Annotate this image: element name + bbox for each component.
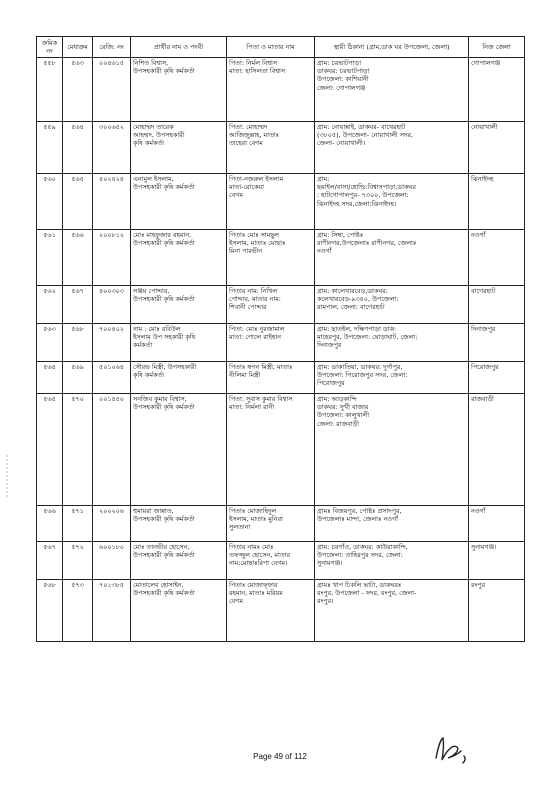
cell-address-line: ঝিনাইদহ সদর,জেলা:ঝিনাইদহ। (317, 199, 397, 208)
cell-parents-line: তাহেরা বেগম (229, 139, 263, 148)
cell-address-line: গ্রাম: চরগাঁও, ডাকঘর: কাউরাকান্দি, (317, 543, 408, 551)
cell-serial: ৫৬১ (37, 230, 63, 286)
cell-address (315, 58, 469, 122)
cell-parents-line: পিতাঃ মোজাহিদুল (229, 507, 277, 515)
cell-address-line: গ্রাম: (317, 175, 330, 183)
cell-parents-line: পিতা: নির্মল বিশ্বাস (229, 59, 278, 67)
cell-serial: ৫৬৮ (37, 580, 63, 642)
cell-name-line: উপসহকারী কৃষি কর্মকর্তা (133, 239, 195, 248)
cell-name-line: নাম : মোঃ রবিউল (133, 325, 181, 333)
cell-merit: ৫৭৩ (63, 580, 93, 642)
cell-district: নওগাঁ (469, 506, 525, 542)
table-header-row (37, 37, 525, 58)
cell-name-line: মোঃ মাহফুজার রহমান, (133, 231, 192, 239)
cell-district: পিরোজপুর (469, 362, 525, 394)
cell-serial: ৫৬০ (37, 174, 63, 230)
cell-district: দিনাজপুর (469, 324, 525, 362)
cell-serial: ৫৬৭ (37, 542, 63, 580)
cell-address-line: গ্রাম: আড়কান্দি (317, 395, 357, 403)
cell-parents (227, 286, 315, 324)
cell-address (315, 324, 469, 362)
cell-district: রাজবাড়ী (469, 394, 525, 506)
cell-merit: ৫৬৮ (63, 324, 93, 362)
cell-merit: ৫৭০ (63, 394, 93, 506)
cell-name-line: মোহাম্মদ তারেক (133, 123, 174, 131)
cell-parents (227, 58, 315, 122)
cell-address (315, 394, 469, 506)
cell-merit: ৫৬৪ (63, 122, 93, 174)
header-merit: মেধাক্রম (63, 37, 93, 58)
cell-district: সুনামগঞ্জ। (469, 542, 525, 580)
cell-address-line: রাণীনগর,উপজেলাঃ রাণীনগর, জেলাঃ (317, 239, 417, 248)
cell-name (131, 122, 227, 174)
cell-district: ঝিনাইদহ (469, 174, 525, 230)
cell-parents (227, 506, 315, 542)
table-body (37, 58, 525, 642)
cell-parents-line: পিতা-নজরুল ইসলাম (229, 175, 284, 183)
cell-address-line: ডাকঘর: সুখী বাজার (317, 403, 369, 412)
cell-address-line: উপজেলা: তাহিরপুর সদর, জেলা: (317, 551, 403, 560)
cell-parents-line: নাম:মোছাঃরিপা বেগম। (229, 559, 288, 568)
cell-parents-line: মাতা: নির্মলা রানী (229, 403, 275, 412)
cell-name-line: উপসহকারী কৃষি কর্মকর্তা (133, 403, 195, 412)
cell-name (131, 542, 227, 580)
cell-district: বাগেরহাট (469, 286, 525, 324)
cell-merit: ৫৬৫ (63, 174, 93, 230)
cell-address-line: জেলা- নোয়াখালী। (317, 139, 366, 148)
cell-address-line: (৩৮০৫), উপজেলা- নোয়াখালী সদর, (317, 131, 413, 140)
cell-name (131, 506, 227, 542)
cell-serial: ৫৫৯ (37, 122, 63, 174)
cell-address (315, 230, 469, 286)
cell-address-line: গ্রামঃ বিজয়পুর, পোষ্টঃ প্রসাদপুর, (317, 507, 402, 515)
cell-parents-line: সুলতানা (229, 523, 251, 532)
cell-name-line: সৌরভ মিস্ত্রী, উপসহকারী (133, 363, 197, 371)
cell-parents (227, 230, 315, 286)
cell-name-line: উপসহকারী কৃষি কর্মকর্তা (133, 515, 195, 524)
header-name: প্রার্থীর নাম ও পদবী (131, 37, 227, 58)
cell-address-line: উপজেলাঃ মান্দা, জেলাঃ নওগাঁ (317, 515, 399, 524)
cell-name (131, 58, 227, 122)
cell-district: গোপালগঞ্জ (469, 58, 525, 122)
cell-name-line: কৃষি কর্মকর্তা (133, 371, 164, 380)
header-parents: পিতা ও মাতার নাম (227, 37, 315, 58)
table-row (37, 286, 525, 324)
cell-parents-line: পিতাঃ মোঃ সামছুল (229, 231, 279, 239)
cell-name-line: উপসহকারী কৃষি কর্মকর্তা (133, 551, 195, 560)
cell-serial: ৫৬২ (37, 286, 63, 324)
cell-name (131, 286, 227, 324)
header-reg: রেজি: নং (93, 37, 131, 58)
cell-parents-line: পিতাঃ স্বপন মিস্ত্রী, মাতাঃ (229, 363, 293, 371)
table-row (37, 58, 525, 122)
cell-address-line: গ্রাম: চরভাটপাড়া (317, 59, 362, 67)
cell-merit: ৫৬৯ (63, 362, 93, 394)
cell-parents-line: পিতা: মোহাম্মদ (229, 123, 268, 131)
cell-address-line: পিরোজপুর (317, 379, 345, 388)
cell-name (131, 324, 227, 362)
cell-address (315, 174, 469, 230)
cell-name-line: সঞ্জয় পোদ্দার, (133, 287, 170, 295)
cell-address-line: গ্রাম: ডাকাতিয়া, ডাকঘর: দুর্গাপুর, (317, 363, 403, 371)
cell-parents-line: পিতা: মোঃ নুরজামাল (229, 325, 285, 333)
table-row (37, 580, 525, 642)
table-row (37, 362, 525, 394)
table-row (37, 324, 525, 362)
header-serial: ক্রমিক নং (37, 37, 63, 58)
cell-serial: ৫৬৪ (37, 362, 63, 394)
cell-parents-line: বেগম (229, 191, 243, 200)
cell-merit: ৫৭১ (63, 506, 93, 542)
cell-address-line: মাহেরপুর, উপজেলা: ঘোড়াঘাট, জেলা: (317, 333, 418, 342)
cell-reg: ০০১৪৫০ (93, 394, 131, 506)
cell-parents (227, 174, 315, 230)
cell-address-line: ছয়াইল/বাসা/হোল্ডি:বিশ্বাসপাড়া,ডাকঘর (317, 183, 416, 192)
cell-name-line: উপসহকারী কৃষি কর্মকর্তা (133, 183, 195, 192)
header-address: স্থায়ী ঠিকানা (গ্রাম,ডাক ঘর উপজেলা, জেলা) (315, 37, 469, 58)
table-row (37, 506, 525, 542)
cell-address-line: গ্রাম: কালেখারবেড়,ডাকঘর: (317, 287, 388, 295)
cell-reg: ২০০৮১২ (93, 230, 131, 286)
table-row (37, 394, 525, 506)
cell-name-line: নিশিত বিশ্বাস, (133, 59, 169, 67)
cell-address-line: জেলা: রাজবাড়ী (317, 419, 359, 428)
cell-address-line: গ্রাম: নোয়ান্নাই, ডাকঘর- বাথেরহাট (317, 123, 406, 131)
cell-address-line: কলেখারবেড়-৯৩৪০, উপজেলা: (317, 295, 399, 304)
cell-reg: ৫০১০৬৪ (93, 362, 131, 394)
cell-name-line: কর্মকর্তা (133, 341, 153, 350)
cell-address-line: নওগাঁ (317, 247, 332, 256)
cell-parents (227, 122, 315, 174)
cell-address-line: সুনামগঞ্জ। (317, 559, 343, 568)
cell-parents-line: শিবানী পোদ্দার (229, 303, 267, 312)
cell-name (131, 362, 227, 394)
cell-name-line: উপসহকারী কৃষি কর্মকর্তা (133, 295, 195, 304)
cell-name (131, 394, 227, 506)
signature-mark (430, 734, 490, 766)
page-number: Page 49 of 112 (253, 752, 307, 761)
table-row (37, 122, 525, 174)
cell-reg: ৭০০৪০২ (93, 324, 131, 362)
cell-district: নোয়াখালী (469, 122, 525, 174)
cell-name (131, 230, 227, 286)
cell-merit: ৫৭২ (63, 542, 93, 580)
cell-parents-line: পিতার নাম: নিখিল (229, 287, 278, 295)
cell-serial: ৫৬৫ (37, 394, 63, 506)
cell-reg: ২০০২০৬ (93, 506, 131, 542)
cell-serial: ৫৬৬ (37, 506, 63, 542)
cell-name (131, 174, 227, 230)
cell-address-line: রংপুর, উপজেলা - সদর, রংপুর, জেলা- (317, 589, 417, 598)
cell-address-line: দিনাজপুর (317, 341, 342, 350)
cell-reg: ০০৪৬১৫ (93, 58, 131, 122)
cell-merit: ৫৬৭ (63, 286, 93, 324)
cell-serial: ৫৬৩ (37, 324, 63, 362)
cell-address-line: উপজেলা: কাশিয়ানী (317, 75, 369, 84)
cell-parents-line: তফজ্জুল হোসেন, মাতার (229, 551, 291, 560)
cell-address (315, 362, 469, 394)
cell-parents (227, 542, 315, 580)
cell-address (315, 122, 469, 174)
cell-address-line: উপজেলা: পিরোজপুর সদর, জেলা: (317, 371, 408, 380)
cell-parents-line: বেগম (229, 597, 243, 606)
cell-name-line: হুমায়রা জান্নাত, (133, 507, 174, 515)
table-row (37, 542, 525, 580)
cell-reg: ৪০২৪২৪ (93, 174, 131, 230)
cell-address-line: রামপাল, জেলা: বাগেরহাট (317, 303, 385, 312)
cell-parents-line: নীলিমা মিস্ত্রী (229, 371, 261, 380)
cell-address-line: জেলা: গোপালগঞ্জ (317, 83, 366, 92)
cell-parents-line: ইসলাম, মাতাঃ মুনিরা (229, 515, 283, 524)
cell-parents-line: পিতা: সুবাস কুমার বিশ্বাস (229, 395, 293, 403)
cell-name-line: উপসহকারী কৃষি কর্মকর্তা (133, 67, 195, 76)
cell-name-line: উপসহকারী কৃষি কর্মকর্তা (133, 589, 195, 598)
header-district: নিজ জেলা (469, 37, 525, 58)
cell-reg: ৩০০৬৫২ (93, 122, 131, 174)
cell-parents-line: ইসলাম, মাতাঃ মোছাঃ (229, 239, 286, 248)
cell-reg: ৪০০৩০৩ (93, 286, 131, 324)
cell-address (315, 580, 469, 642)
cell-address-line: : হাটগোপালপুর- ৭৩০০, উপজেলা: (317, 191, 409, 200)
cell-name (131, 580, 227, 642)
cell-parents (227, 580, 315, 642)
candidate-table (36, 36, 525, 642)
cell-parents (227, 362, 315, 394)
cell-address (315, 542, 469, 580)
cell-name-line: মোঃ তানভীর হোসেন, (133, 543, 190, 551)
cell-name-line: সনজিব কুমার বিশ্বাস, (133, 395, 187, 403)
cell-name-line: ইসলাম উপ সহকারী কৃষি (133, 333, 196, 342)
cell-parents-line: মাতা: গোলে রাইহান (229, 333, 281, 342)
cell-parents-line: পিতাঃ মোজাফ্ফার (229, 581, 278, 589)
cell-name-line: এনামুল ইসলাম, (133, 175, 174, 183)
cell-reg: ৭০১৩৮৫ (93, 580, 131, 642)
cell-name-line: আহম্মদ, উপসহকারী (133, 131, 185, 140)
cell-address (315, 286, 469, 324)
cell-name-line: কৃষি কর্মকর্তা (133, 139, 164, 148)
cell-parents-line: পোদ্দার, মাতার নাম: (229, 295, 281, 304)
cell-parents-line: মাতা-রোকেয়া (229, 183, 264, 192)
cell-serial: ৫৫৮ (37, 58, 63, 122)
cell-parents-line: আজিজুল্লাহ, মাতাঃ (229, 131, 279, 140)
cell-address (315, 506, 469, 542)
cell-parents-line: মিনা পারভীন (229, 247, 263, 256)
cell-address-line: রংপুর। (317, 597, 334, 606)
table-row (37, 230, 525, 286)
margin-marks (4, 455, 10, 499)
cell-reg: ৬০০১৮০ (93, 542, 131, 580)
cell-parents-line: রহমান, মাতাঃ মরিয়ম (229, 589, 283, 598)
table-row (37, 174, 525, 230)
cell-district: রংপুর (469, 580, 525, 642)
cell-address-line: গ্রাম: ছাতইল, দক্ষিণপাড়া ডাক: (317, 325, 397, 333)
cell-address-line: উপজেলা: কালুখালী (317, 411, 370, 420)
cell-merit: ৫৬৩ (63, 58, 93, 122)
cell-parents (227, 324, 315, 362)
cell-parents-line: মাতা: হাসিলতা বিশ্বাস (229, 67, 286, 76)
cell-address-line: গ্রামঃ খাপ চিকলি ভাটা, ডাকঘরঃ (317, 581, 402, 589)
cell-address-line: ডাকঘর: চরভাটপাড়া (317, 67, 370, 76)
cell-merit: ৫৬৬ (63, 230, 93, 286)
cell-address-line: গ্রাম: সিম্বা, পোষ্টঃ (317, 231, 364, 239)
cell-name-line: মোতালেব হোসাইন, (133, 581, 184, 589)
cell-parents (227, 394, 315, 506)
cell-parents-line: পিতার নামঃ মোঃ (229, 543, 274, 551)
cell-district: নওগাঁ (469, 230, 525, 286)
